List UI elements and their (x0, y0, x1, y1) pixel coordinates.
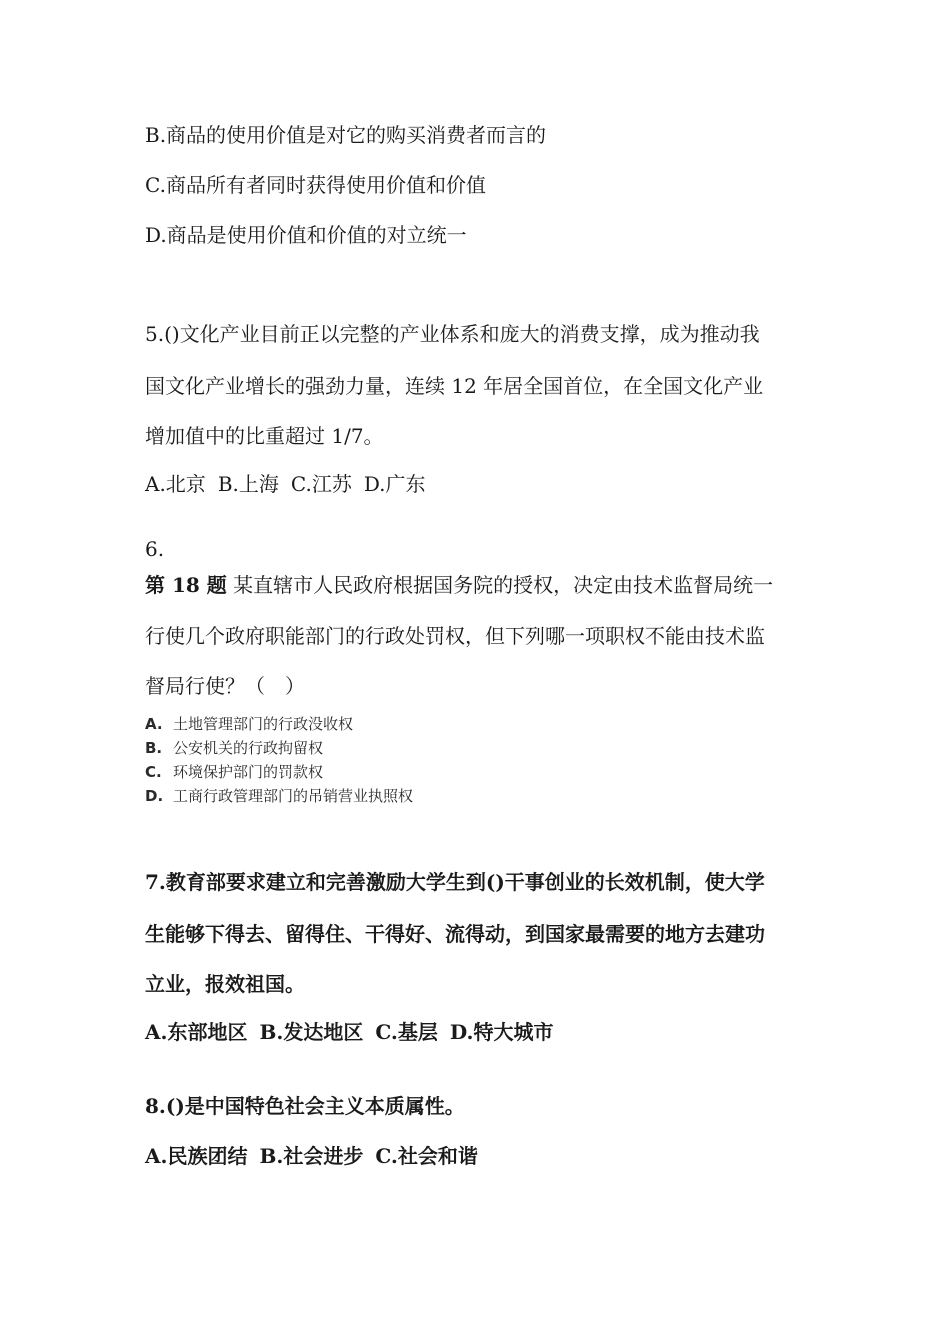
q6-option-c: C. 环境保护部门的罚款权 (145, 763, 324, 781)
q6-stem-line3: 督局行使？（ ） (145, 674, 305, 698)
q7-stem-line2: 生能够下得去、留得住、干得好、流得动，到国家最需要的地方去建功 (145, 922, 765, 946)
q5-stem-line3: 增加值中的比重超过 1/7。 (145, 424, 384, 448)
q5-option-b: B.上海 (217, 472, 279, 496)
q8-option-b: B.社会进步 (259, 1144, 364, 1168)
q7-stem-line3: 立业，报效祖国。 (145, 972, 305, 996)
q8-option-c: C.社会和谐 (375, 1144, 478, 1168)
q8-option-a: A.民族团结 (145, 1144, 248, 1168)
q5-stem-line1: 5.()文化产业目前正以完整的产业体系和庞大的消费支撑，成为推动我 (145, 322, 760, 346)
q5-option-c: C.江苏 (290, 472, 352, 496)
q7-option-c: C.基层 (375, 1020, 438, 1044)
q6-stem-text: 某直辖市人民政府根据国务院的授权，决定由技术监督局统一 (233, 573, 774, 597)
q7-options (145, 1018, 825, 1046)
q6-stem-line2: 行使几个政府职能部门的行政处罚权，但下列哪一项职权不能由技术监 (145, 624, 765, 648)
q6-option-a: A. 土地管理部门的行政没收权 (145, 715, 354, 733)
q8-stem-line1: 8.()是中国特色社会主义本质属性。 (145, 1094, 465, 1118)
q6-option-d: D. 工商行政管理部门的吊销营业执照权 (145, 787, 414, 805)
q6-stem-line1 (145, 571, 825, 599)
q5-options (145, 470, 825, 498)
q5-stem-line2: 国文化产业增长的强劲力量，连续 12 年居全国首位，在全国文化产业 (145, 374, 764, 398)
q4-option-d: D.商品是使用价值和价值的对立统一 (145, 223, 467, 247)
q6-number: 6. (145, 537, 165, 561)
q5-option-d: D.广东 (363, 472, 426, 496)
q7-stem-line1: 7.教育部要求建立和完善激励大学生到()干事创业的长效机制，使大学 (145, 870, 765, 894)
q8-options (145, 1142, 825, 1170)
q6-option-b: B. 公安机关的行政拘留权 (145, 739, 324, 757)
q4-option-b: B.商品的使用价值是对它的购买消费者而言的 (145, 123, 547, 147)
q7-option-d: D.特大城市 (449, 1020, 554, 1044)
q6-label: 第 18 题 (145, 573, 227, 597)
q5-option-a: A.北京 (145, 472, 206, 496)
q4-option-c: C.商品所有者同时获得使用价值和价值 (145, 173, 486, 197)
q7-option-a: A.东部地区 (145, 1020, 248, 1044)
q7-option-b: B.发达地区 (259, 1020, 364, 1044)
